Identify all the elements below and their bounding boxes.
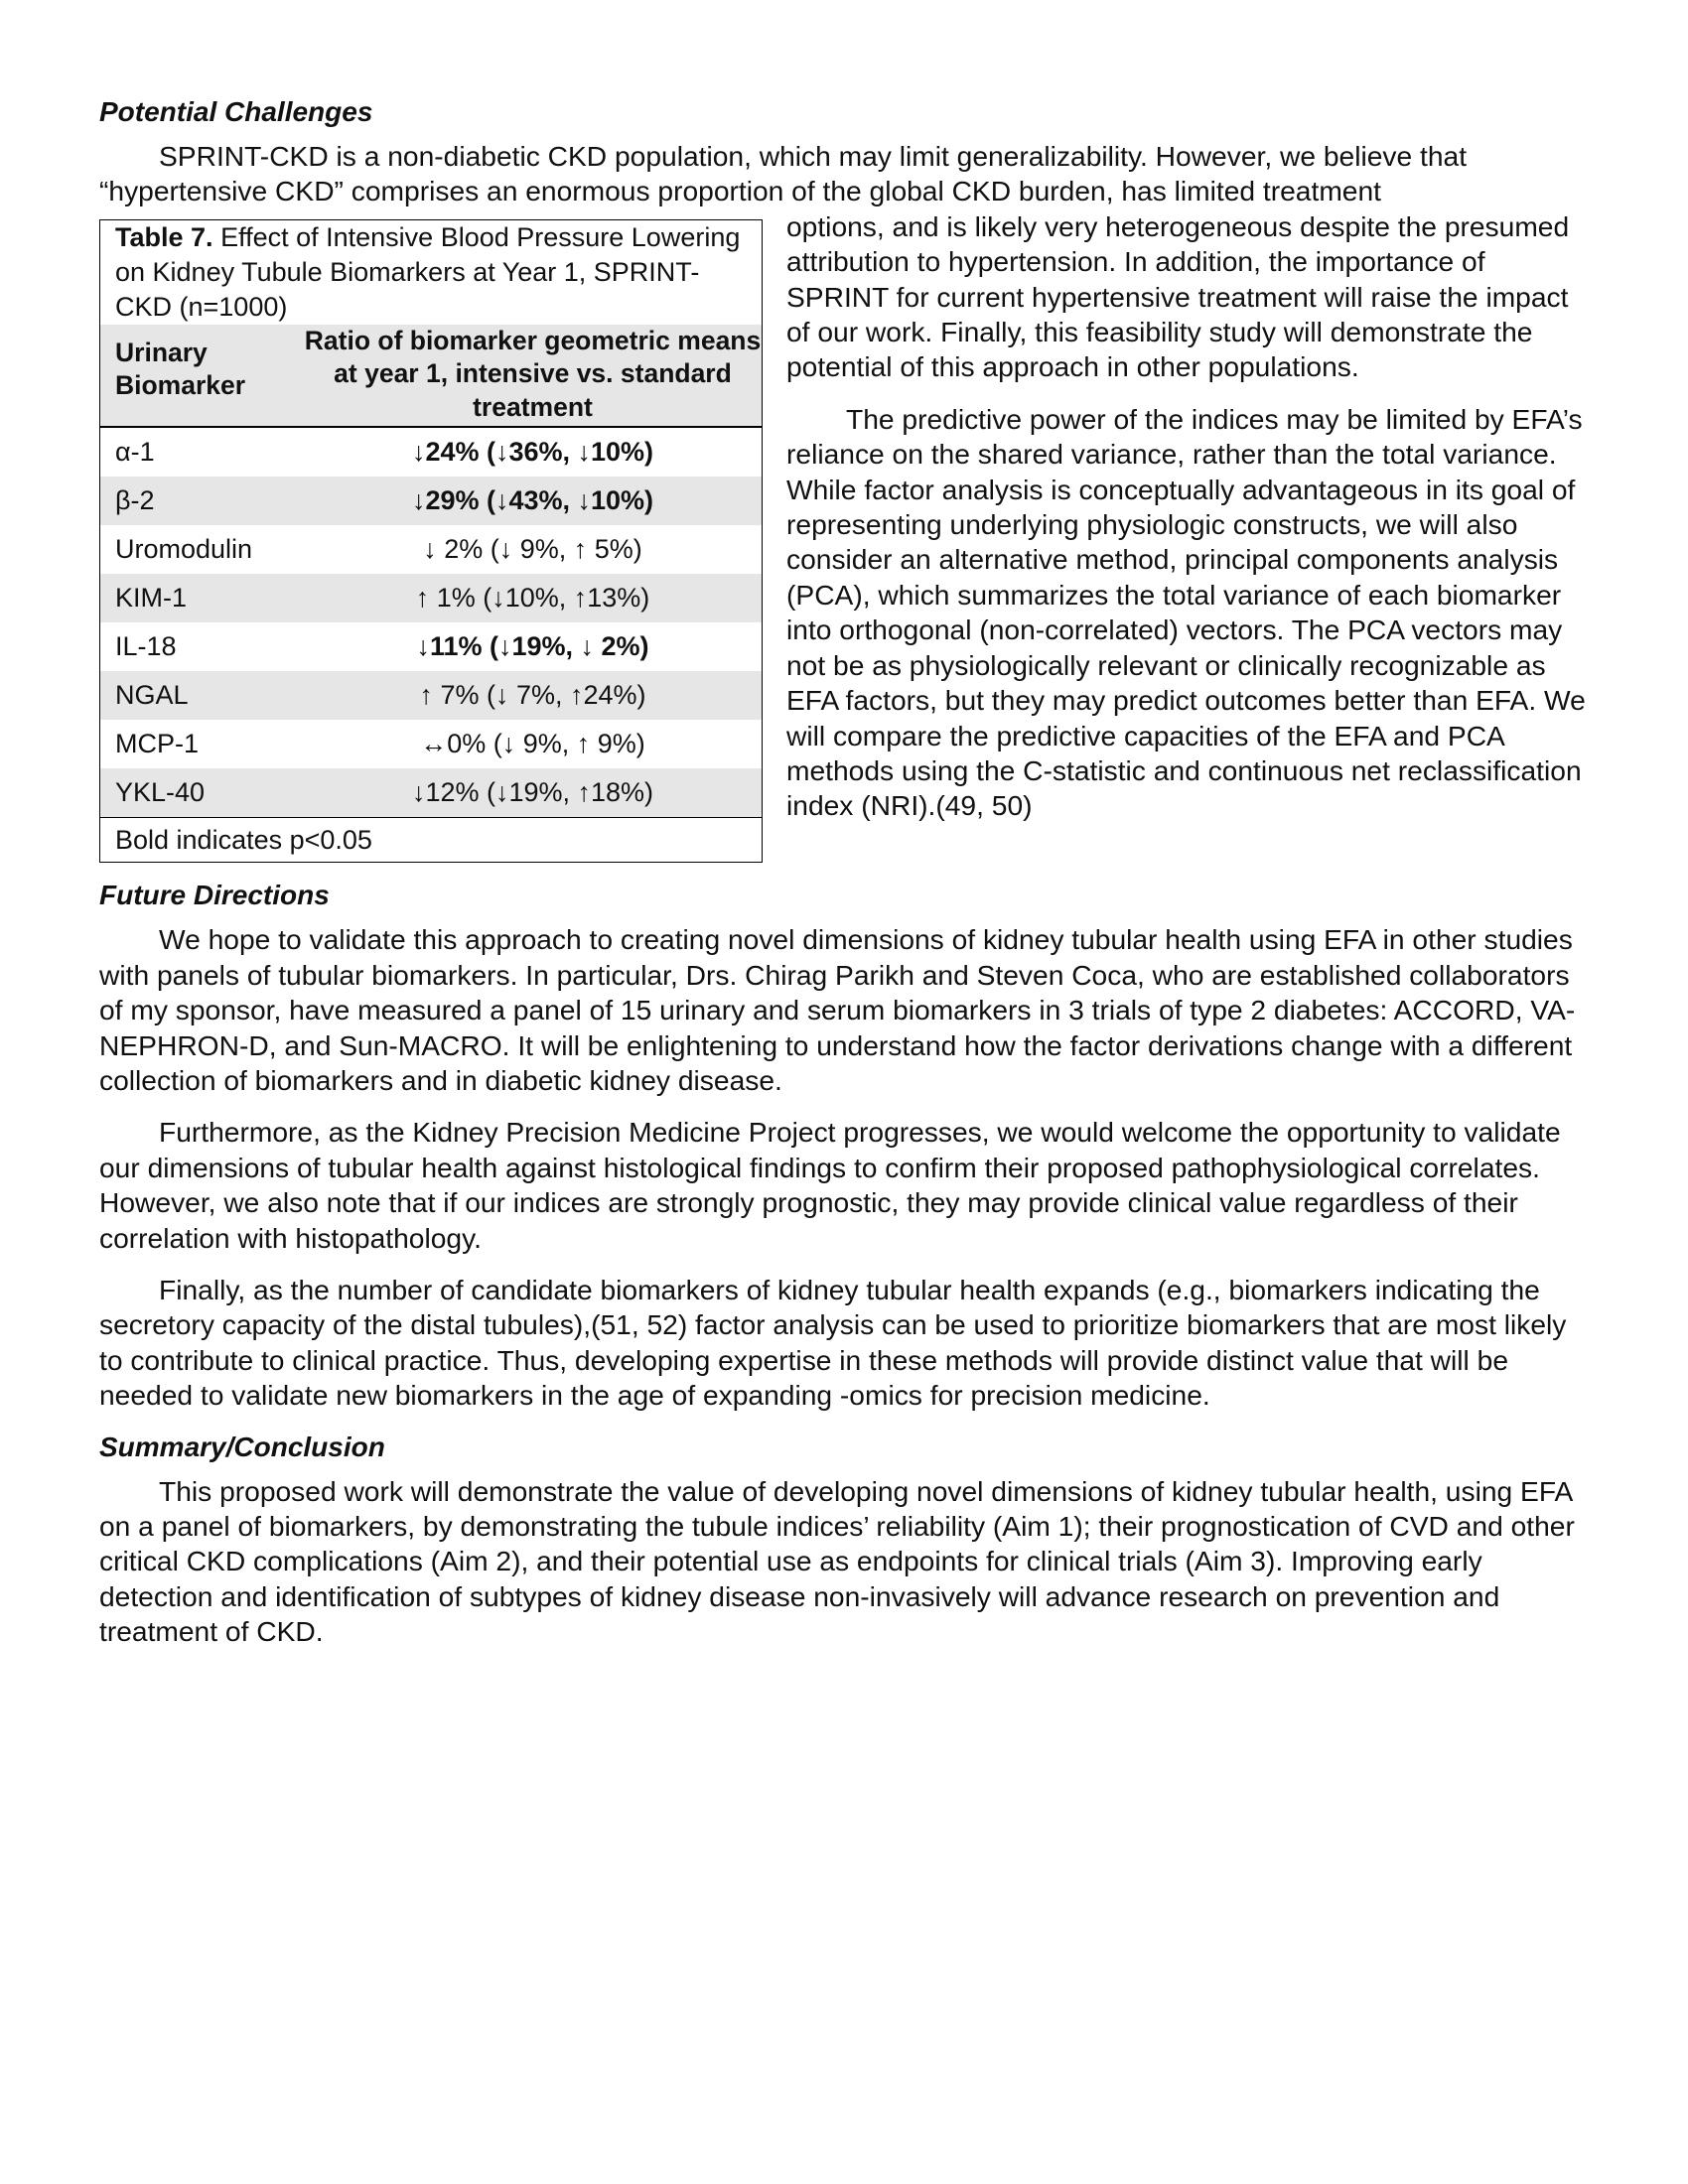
text-column-right xyxy=(786,209,1589,841)
table-caption-text: Effect of Intensive Blood Pressure Lowering on Kidney Tubule Biomarkers at Year 1, SPRINT-CKD (n=1000) xyxy=(115,221,741,322)
ratio-value-cell: ↓11% (↓19%, ↓ 2%) xyxy=(416,631,649,662)
section-heading-summary: Summary/Conclusion xyxy=(99,1431,385,1462)
paragraph-challenges-continuation: options, and is likely very heterogeneous despite the presumed attribution to hypertension. In addition, the importance of SPRINT for current hypertensive treatment will raise the impact of our work. Finally, this feasibility study will demonstrate the potential of this approach in other populations. xyxy=(786,209,1570,383)
table-footnote: Bold indicates p<0.05 xyxy=(100,817,762,862)
paragraph-future-1: We hope to validate this approach to creating novel dimensions of kidney tubular health using EFA in other studies with panels of tubular biomarkers. In particular, Drs. Chirag Parikh and Steven Coca, who are established collaborators of my sponsor, have measured a panel of 15 urinary and serum biomarkers in 3 trials of type 2 diabetes: ACCORD, VA-NEPHRON-D, and Sun-MACRO. It will be enlightening to understand how the factor derivations change with a different collection of biomarkers and in diabetic kidney disease. xyxy=(99,923,1576,1096)
document-page xyxy=(99,95,1589,1667)
table-row xyxy=(100,768,762,817)
biomarker-name-cell: β-2 xyxy=(115,485,155,516)
ratio-value-cell: ↓ 2% (↓ 9%, ↑ 5%) xyxy=(423,534,642,565)
ratio-value-cell: ↑ 7% (↓ 7%, ↑24%) xyxy=(419,680,646,711)
biomarker-name-cell: IL-18 xyxy=(115,631,177,662)
table-row xyxy=(100,622,762,671)
biomarker-name-cell: KIM-1 xyxy=(115,583,188,614)
table-header-biomarker: Urinary Biomarker xyxy=(115,337,246,400)
table-body xyxy=(100,428,762,817)
biomarker-name-cell: α-1 xyxy=(115,437,155,468)
biomarker-name-cell: MCP-1 xyxy=(115,729,200,759)
paragraph-challenges-predictive: The predictive power of the indices may be limited by EFA’s reliance on the shared variance, rather than the total variance. While factor analysis is conceptually advantageous in its goal of representing underlying physiologic constructs, we will also consider an alternative method, principal components analysis (PCA), which summarizes the total variance of each biomarker into orthogonal (non-correlated) vectors. The PCA vectors may not be as physiologically relevant or clinically recognizable as EFA factors, but they may predict outcomes better than EFA. We will compare the predictive capacities of the EFA and PCA methods using the C-statistic and continuous net reclassification index (NRI).(49, 50) xyxy=(786,402,1586,822)
ratio-value-cell: ↑ 1% (↓10%, ↑13%) xyxy=(415,583,650,614)
table-row xyxy=(100,574,762,622)
table-row xyxy=(100,525,762,574)
table-row xyxy=(100,720,762,768)
biomarker-name-cell: NGAL xyxy=(115,680,189,711)
table-row xyxy=(100,477,762,525)
ratio-value-cell: ↔0% (↓ 9%, ↑ 9%) xyxy=(420,729,645,759)
ratio-value-cell: ↓24% (↓36%, ↓10%) xyxy=(411,437,654,468)
paragraph-summary: This proposed work will demonstrate the value of developing novel dimensions of kidney tubular health, using EFA on a panel of biomarkers, by demonstrating the tubule indices’ reliability (Aim 1); their prognostication of CVD and other critical CKD complications (Aim 2), and their potential use as endpoints for clinical trials (Aim 3). Improving early detection and identification of subtypes of kidney disease non-invasively will advance research on prevention and treatment of CKD. xyxy=(99,1474,1575,1648)
paragraph-challenges-intro: SPRINT-CKD is a non-diabetic CKD population, which may limit generalizability. However, we believe that “hypertensive CKD” comprises an enormous proportion of the global CKD burden, has limited treatment xyxy=(99,140,1468,207)
table-text-block xyxy=(99,209,1589,864)
table-header-ratio: Ratio of biomarker geometric means at year 1, intensive vs. standard treatment xyxy=(304,325,762,422)
table-label: Table 7. xyxy=(115,221,213,252)
ratio-value-cell: ↓12% (↓19%, ↑18%) xyxy=(411,777,654,808)
table-row xyxy=(100,671,762,720)
table-header xyxy=(100,325,762,429)
biomarker-name-cell: Uromodulin xyxy=(115,534,253,565)
paragraph-future-3: Finally, as the number of candidate biomarkers of kidney tubular health expands (e.g., biomarkers indicating the secretory capacity of the distal tubules),(51, 52) factor analysis can be used to prioritize biomarkers that are most likely to contribute to clinical practice. Thus, developing expertise in these methods will provide distinct value that will be needed to validate new biomarkers in the age of expanding -omics for precision medicine. xyxy=(99,1273,1567,1412)
paragraph-future-2: Furthermore, as the Kidney Precision Medicine Project progresses, we would welcome the opportunity to validate our dimensions of tubular health against histological findings to confirm their proposed pathophysiological correlates. However, we also note that if our indices are strongly prognostic, they may provide clinical value regardless of their correlation with histopathology. xyxy=(99,1116,1561,1254)
section-heading-future: Future Directions xyxy=(99,880,330,911)
section-heading-challenges: Potential Challenges xyxy=(99,96,373,127)
biomarker-name-cell: YKL-40 xyxy=(115,777,206,808)
table-row xyxy=(100,428,762,477)
table-caption xyxy=(100,220,762,325)
biomarker-table xyxy=(99,219,763,864)
ratio-value-cell: ↓29% (↓43%, ↓10%) xyxy=(411,485,654,516)
